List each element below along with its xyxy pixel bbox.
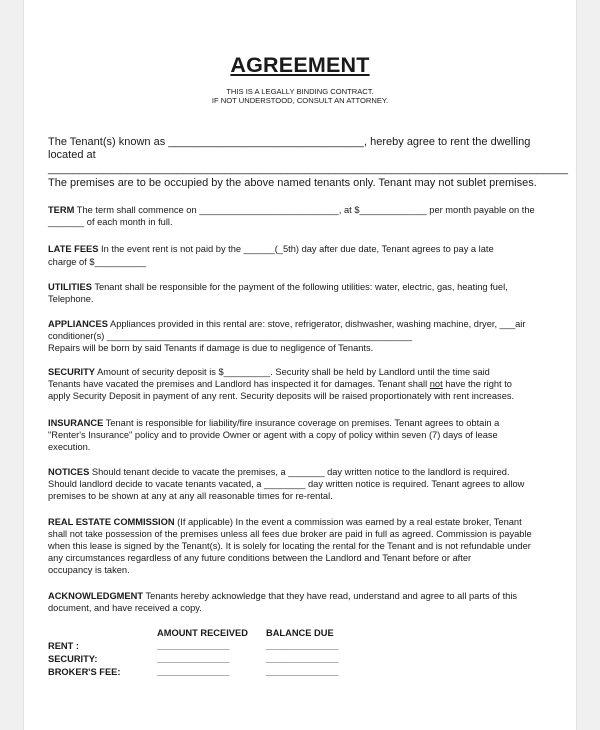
term-line-2: _______ of each month in full.	[48, 217, 173, 227]
utilities-line-2: Telephone.	[48, 294, 94, 304]
rent-balance-blank: ______________	[266, 641, 339, 651]
notices-line-3: premises to be shown at any at any all reasonable times for re-rental.	[48, 491, 333, 501]
security-balance-blank: ______________	[266, 654, 339, 664]
intro-line-1: The Tenant(s) known as ________________________________, hereby agree to rent the dwelling	[48, 136, 531, 148]
late-fees-line-2: charge of $__________	[48, 257, 147, 267]
subtitle-line-2: IF NOT UNDERSTOOD, CONSULT AN ATTORNEY.	[211, 96, 389, 105]
intro-line-4: The premises are to be occupied by the above named tenants only. Tenant may not sublet premises.	[48, 177, 537, 189]
left-margin-bar	[0, 0, 24, 730]
term-text: The term shall commence on ___________________________, at $_____________ per month payable on the	[74, 205, 535, 215]
brokers-fee-label: BROKER'S FEE:	[48, 667, 121, 677]
appliances-text: Appliances provided in this rental are: stove, refrigerator, dishwasher, washing machine, dryer, ___air	[107, 319, 526, 329]
appliances-line-1	[48, 318, 525, 330]
balance-due-header: BALANCE DUE	[266, 628, 334, 638]
notices-text: Should tenant decide to vacate the premises, a _______ day written notice to the landlord is required.	[89, 467, 510, 477]
security-line-2-start: Tenants have vacated the premises and Landlord has inspected it for damages. Tenant shall	[48, 379, 430, 389]
term-label: TERM	[48, 205, 75, 215]
insurance-text: Tenant is responsible for liability/fire insurance coverage on premises. Tenant agrees to obtain a	[103, 418, 500, 428]
brokers-fee-balance-blank: ______________	[266, 667, 339, 677]
utilities-text: Tenant shall be responsible for the payment of the following utilities: water, electric, gas, heating fuel,	[91, 282, 508, 292]
commission-line-4: any circumstances regardless of any future conditions between the Landlord and Tenant before or after	[48, 553, 472, 563]
late-fees-label: LATE FEES	[48, 244, 99, 254]
utilities-line-1	[48, 281, 508, 293]
acknowledgment-text: Tenants hereby acknowledge that they have read, understand and agree to all parts of this	[143, 591, 518, 601]
intro-line-2: located at	[48, 149, 96, 161]
security-not-emphasis: not	[429, 379, 443, 389]
subtitle-line-1: THIS IS A LEGALLY BINDING CONTRACT.	[226, 87, 374, 96]
brokers-fee-received-blank: ______________	[157, 667, 230, 677]
security-line-2-end: have the right to	[442, 379, 512, 389]
commission-text: (If applicable) In the event a commission was earned by a real estate broker, Tenant	[174, 517, 522, 527]
late-fees-line-1	[48, 243, 494, 255]
commission-line-2: shall not take possession of the premises unless all fees due broker are paid in full as agreed. Commission is payable	[48, 529, 532, 539]
insurance-line-2: "Renter's Insurance" policy and to provide Owner or agent with a copy of policy within seven (7) days of lease	[48, 430, 498, 440]
utilities-label: UTILITIES	[48, 282, 92, 292]
notices-label: NOTICES	[48, 467, 90, 477]
term-line-1	[48, 204, 535, 216]
insurance-label: INSURANCE	[48, 418, 104, 428]
security-received-blank: ______________	[157, 654, 230, 664]
rent-received-blank: ______________	[157, 641, 230, 651]
security-label: SECURITY	[48, 367, 96, 377]
late-fees-text: In the event rent is not paid by the ______(_5th) day after due date, Tenant agrees to pay a late	[98, 244, 494, 254]
security-amount-label: SECURITY:	[48, 654, 98, 664]
commission-line-1	[48, 516, 522, 528]
insurance-line-3: execution.	[48, 442, 91, 452]
intro-line-3: _____________________________________________________________________________________	[48, 163, 569, 175]
acknowledgment-line-2: document, and have received a copy.	[48, 603, 202, 613]
commission-label: REAL ESTATE COMMISSION	[48, 517, 175, 527]
notices-line-2: Should landlord decide to vacate tenants vacated, a ________ day written notice is required. Tenant agrees to allow	[48, 479, 525, 489]
acknowledgment-line-1	[48, 590, 517, 602]
security-line-3: apply Security Deposit in payment of any rent. Security deposits will be raised proportionately with rent increases.	[48, 391, 515, 401]
document-title: AGREEMENT	[230, 53, 370, 77]
acknowledgment-label: ACKNOWLEDGMENT	[48, 591, 144, 601]
notices-line-1	[48, 466, 510, 478]
appliances-label: APPLIANCES	[48, 319, 108, 329]
rent-label: RENT :	[48, 641, 79, 651]
right-margin-bar	[576, 0, 600, 730]
commission-line-5: occupancy is taken.	[48, 565, 130, 575]
security-text: Amount of security deposit is $_________. Security shall be held by Landlord until the time said	[95, 367, 490, 377]
appliances-line-2: conditioner(s) ___________________________________________________________	[48, 331, 412, 341]
security-line-1	[48, 366, 490, 378]
insurance-line-1	[48, 417, 499, 429]
commission-line-3: when this lease is signed by the Tenant(s). It is solely for locating the rental for the Tenant and is not refundable under	[48, 541, 531, 551]
security-line-2	[48, 378, 512, 390]
document-page	[24, 0, 576, 730]
appliances-line-3: Repairs will be born by said Tenants if damage is due to negligence of Tenants.	[48, 343, 374, 353]
amount-received-header: AMOUNT RECEIVED	[157, 628, 248, 638]
